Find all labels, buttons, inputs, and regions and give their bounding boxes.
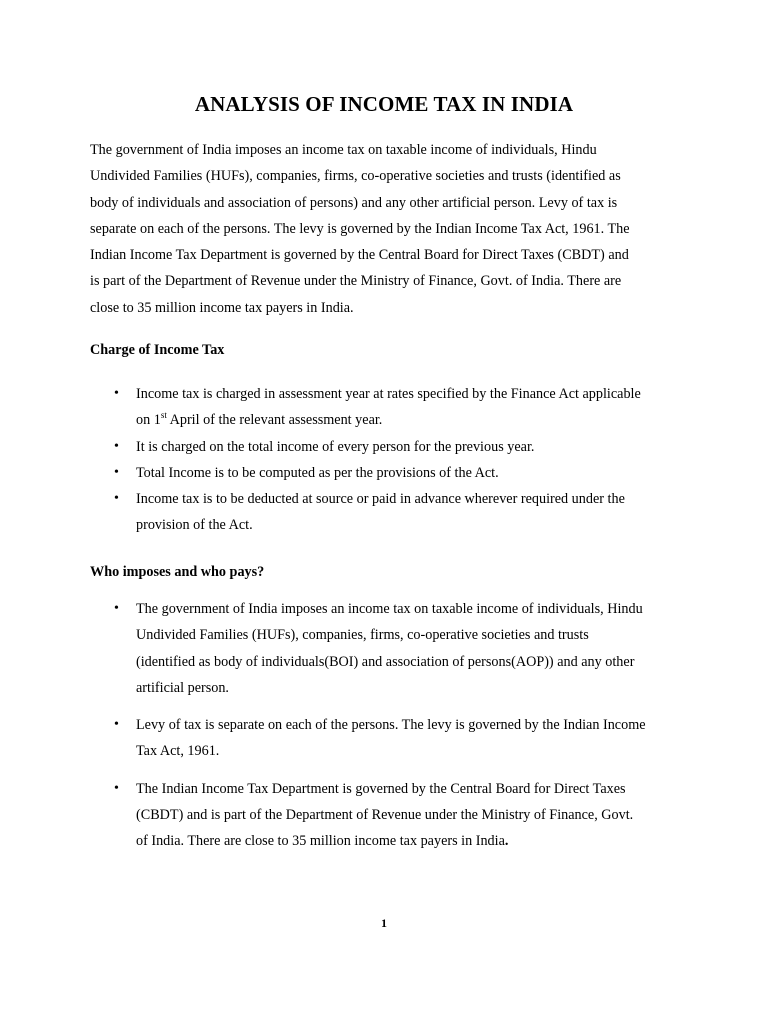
bullet-icon: • <box>114 386 119 401</box>
list-item-text: on 1 <box>136 412 161 429</box>
bullet-icon: • <box>114 491 119 507</box>
intro-line: Indian Income Tax Department is governed by the Central Board for Direct Taxes (CBDT) and <box>90 247 629 264</box>
list-item-text: April of the relevant assessment year. <box>166 412 383 429</box>
intro-line: body of individuals and association of persons) and any other artificial person. Levy of tax is <box>90 194 618 211</box>
who-bullet-list <box>90 596 690 866</box>
intro-line: The government of India imposes an income tax on taxable income of individuals, Hindu <box>90 142 597 158</box>
list-item-line: (CBDT) and is part of the Department of Revenue under the Ministry of Finance, Govt. <box>136 807 634 824</box>
final-period: . <box>504 833 509 850</box>
list-item-line: artificial person. <box>136 679 229 696</box>
list-item <box>90 460 690 486</box>
list-item-line: Levy of tax is separate on each of the persons. The levy is governed by the Indian Income <box>136 717 646 734</box>
list-item-text: of India. There are close to 35 million income tax payers in India <box>136 833 505 850</box>
list-item-line: Income tax is to be deducted at source or paid in advance wherever required under the <box>136 491 625 508</box>
page-title: ANALYSIS OF INCOME TAX IN INDIA <box>194 92 574 116</box>
bullet-icon: • <box>114 717 119 733</box>
intro-line: Undivided Families (HUFs), companies, firms, co-operative societies and trusts (identified as <box>90 168 621 185</box>
charge-bullet-list <box>90 381 690 539</box>
list-item-line: The Indian Income Tax Department is governed by the Central Board for Direct Taxes <box>136 780 626 797</box>
intro-line: is part of the Department of Revenue under the Ministry of Finance, Govt. of India. There are <box>90 273 622 290</box>
list-item-line <box>136 828 690 854</box>
list-item <box>90 776 690 855</box>
section-heading-who: Who imposes and who pays? <box>90 564 265 580</box>
list-item-line: Tax Act, 1961. <box>136 743 220 760</box>
list-item <box>90 486 690 539</box>
bullet-icon: • <box>114 601 119 616</box>
ordinal-suffix: st <box>160 410 167 421</box>
bullet-icon: • <box>114 780 119 796</box>
bullet-icon: • <box>114 464 119 480</box>
list-item <box>90 381 690 434</box>
bullet-icon: • <box>114 438 119 454</box>
list-item <box>90 596 690 701</box>
list-item-line: Undivided Families (HUFs), companies, firms, co-operative societies and trusts <box>136 627 589 644</box>
list-item-line: Income tax is charged in assessment year at rates specified by the Finance Act applicable <box>136 386 641 402</box>
list-item <box>90 434 690 460</box>
intro-line: separate on each of the persons. The levy is governed by the Indian Income Tax Act, 1961. The <box>90 220 630 237</box>
section-heading-charge: Charge of Income Tax <box>90 342 225 358</box>
list-item-line: provision of the Act. <box>136 517 253 534</box>
list-item <box>90 712 690 765</box>
list-item-line: (identified as body of individuals(BOI) and association of persons(AOP)) and any other <box>136 653 635 670</box>
page-number: 1 <box>381 916 387 930</box>
intro-paragraph <box>90 137 690 321</box>
list-item-line: It is charged on the total income of every person for the previous year. <box>136 438 535 455</box>
intro-line: close to 35 million income tax payers in India. <box>90 299 354 316</box>
list-item-line: The government of India imposes an income tax on taxable income of individuals, Hindu <box>136 601 643 617</box>
list-item-line: Total Income is to be computed as per the provisions of the Act. <box>136 464 499 481</box>
list-item-line <box>136 407 690 433</box>
